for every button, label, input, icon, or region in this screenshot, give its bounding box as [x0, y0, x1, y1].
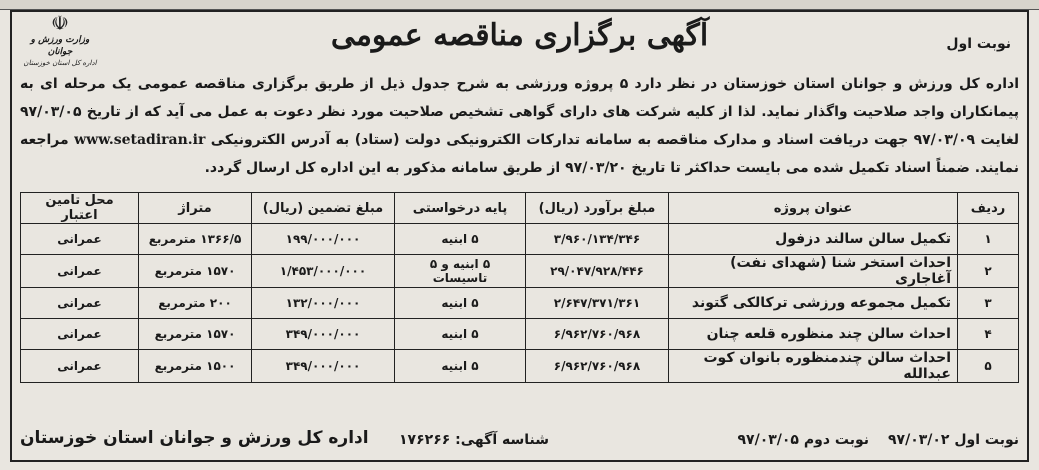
body-text-4: مراجعه نمایند. ضمناً اسناد تکمیل شده می بایست حداکثر تا تاریخ ۹۷/۰۳/۲۰ از طریق سامانه مذکور به این اداره کل ارسال گردد.: [20, 132, 1019, 176]
ad-identifier: شناسه آگهی: ۱۷۶۲۶۶: [399, 432, 549, 448]
cell-grade: ۵ ابنیه: [395, 288, 526, 319]
cell-funding: عمرانی: [21, 224, 139, 255]
body-bold-2: مناقصه به سامانه تدارکات الکترونیکی دولت (ستاد): [354, 132, 708, 148]
first-publication-date: نوبت اول ۹۷/۰۳/۰۲: [887, 432, 1019, 448]
cell-estimate: ۳/۹۶۰/۱۳۴/۳۴۶: [526, 224, 669, 255]
col-row-number: ردیف: [958, 193, 1019, 224]
projects-table: [20, 192, 1019, 383]
cell-grade: ۵ ابنیه و ۵ تاسیسات: [395, 255, 526, 288]
cell-row-number: ۵: [958, 350, 1019, 383]
cell-estimate: ۶/۹۶۲/۷۶۰/۹۶۸: [526, 319, 669, 350]
table-row: [21, 319, 1019, 350]
cell-guarantee: ۱۹۹/۰۰۰/۰۰۰: [252, 224, 395, 255]
cell-guarantee: ۳۴۹/۰۰۰/۰۰۰: [252, 319, 395, 350]
cell-guarantee: ۳۴۹/۰۰۰/۰۰۰: [252, 350, 395, 383]
top-strip: [0, 0, 1039, 10]
ad-footer: [20, 424, 1019, 456]
issuing-organization: اداره کل ورزش و جوانان استان خوزستان: [20, 428, 369, 448]
cell-area: ۱۵۷۰ مترمربع: [139, 319, 252, 350]
cell-grade: ۵ ابنیه: [395, 224, 526, 255]
ad-body: [20, 70, 1019, 182]
col-funding: محل تامین اعتبار: [21, 193, 139, 224]
table-row: [21, 350, 1019, 383]
cell-project-title: تکمیل سالن سالند دزفول: [669, 224, 958, 255]
logo-text-province: اداره کل استان خوزستان: [23, 59, 97, 67]
cell-guarantee: ۱/۴۵۳/۰۰۰/۰۰۰: [252, 255, 395, 288]
col-guarantee: مبلغ تضمین (ریال): [252, 193, 395, 224]
cell-guarantee: ۱۳۲/۰۰۰/۰۰۰: [252, 288, 395, 319]
cell-funding: عمرانی: [21, 288, 139, 319]
cell-project-title: احداث استخر شنا (شهدای نفت) آغاجاری: [669, 255, 958, 288]
cell-funding: عمرانی: [21, 350, 139, 383]
cell-grade: ۵ ابنیه: [395, 319, 526, 350]
ad-title: آگهی برگزاری مناقصه عمومی: [330, 18, 709, 53]
cell-project-title: احداث سالن چند منظوره قلعه چنان: [669, 319, 958, 350]
col-grade: پایه درخواستی: [395, 193, 526, 224]
cell-estimate: ۲/۶۴۷/۳۷۱/۳۶۱: [526, 288, 669, 319]
round-label: نوبت اول: [946, 36, 1011, 52]
ministry-logo: [20, 12, 100, 72]
cell-row-number: ۳: [958, 288, 1019, 319]
cell-estimate: ۲۹/۰۴۷/۹۲۸/۴۴۶: [526, 255, 669, 288]
cell-row-number: ۱: [958, 224, 1019, 255]
cell-area: ۱۵۰۰ مترمربع: [139, 350, 252, 383]
cell-funding: عمرانی: [21, 255, 139, 288]
cell-area: ۱۵۷۰ مترمربع: [139, 255, 252, 288]
cell-grade: ۵ ابنیه: [395, 350, 526, 383]
emblem-icon: ☫: [51, 11, 69, 35]
body-text-2: به پیمانکاران واجد صلاحیت واگذار نماید. لذا از کلیه شرکت های دارای گواهی تشخیص صلاحیت مورد نظر دعوت به عمل می آید که از تاریخ ۹۷/۰۳/۰۵ لغایت ۹۷/۰۳/۰۹ جهت دریافت اسناد و مدارک: [20, 76, 1020, 148]
cell-row-number: ۲: [958, 255, 1019, 288]
table-row: [21, 288, 1019, 319]
logo-text-ministry: وزارت ورزش و جوانان: [30, 35, 90, 57]
cell-row-number: ۴: [958, 319, 1019, 350]
body-bold-1: مناقصه عمومی یک مرحله ای: [40, 76, 246, 92]
cell-funding: عمرانی: [21, 319, 139, 350]
table-header-row: [21, 193, 1019, 224]
col-project-title: عنوان پروژه: [669, 193, 958, 224]
col-estimate: مبلغ برآورد (ریال): [526, 193, 669, 224]
table-row: [21, 255, 1019, 288]
body-text-3: به آدرس الکترونیکی: [205, 132, 355, 148]
setad-url[interactable]: www.setadiran.ir: [74, 132, 206, 148]
second-publication-date: نوبت دوم ۹۷/۰۳/۰۵: [737, 432, 869, 448]
cell-project-title: احداث سالن چندمنظوره بانوان کوت عبدالله: [669, 350, 958, 383]
cell-project-title: تکمیل مجموعه ورزشی ترکالکی گتوند: [669, 288, 958, 319]
ad-header: [20, 12, 1019, 68]
cell-estimate: ۶/۹۶۲/۷۶۰/۹۶۸: [526, 350, 669, 383]
body-text-1: اداره کل ورزش و جوانان استان خوزستان در نظر دارد ۵ پروژه ورزشی به شرح جدول ذیل از طریق برگزاری: [245, 76, 1019, 92]
table-row: [21, 224, 1019, 255]
cell-area: ۲۰۰ مترمربع: [139, 288, 252, 319]
cell-area: ۱۳۶۶/۵ مترمربع: [139, 224, 252, 255]
col-area: متراژ: [139, 193, 252, 224]
